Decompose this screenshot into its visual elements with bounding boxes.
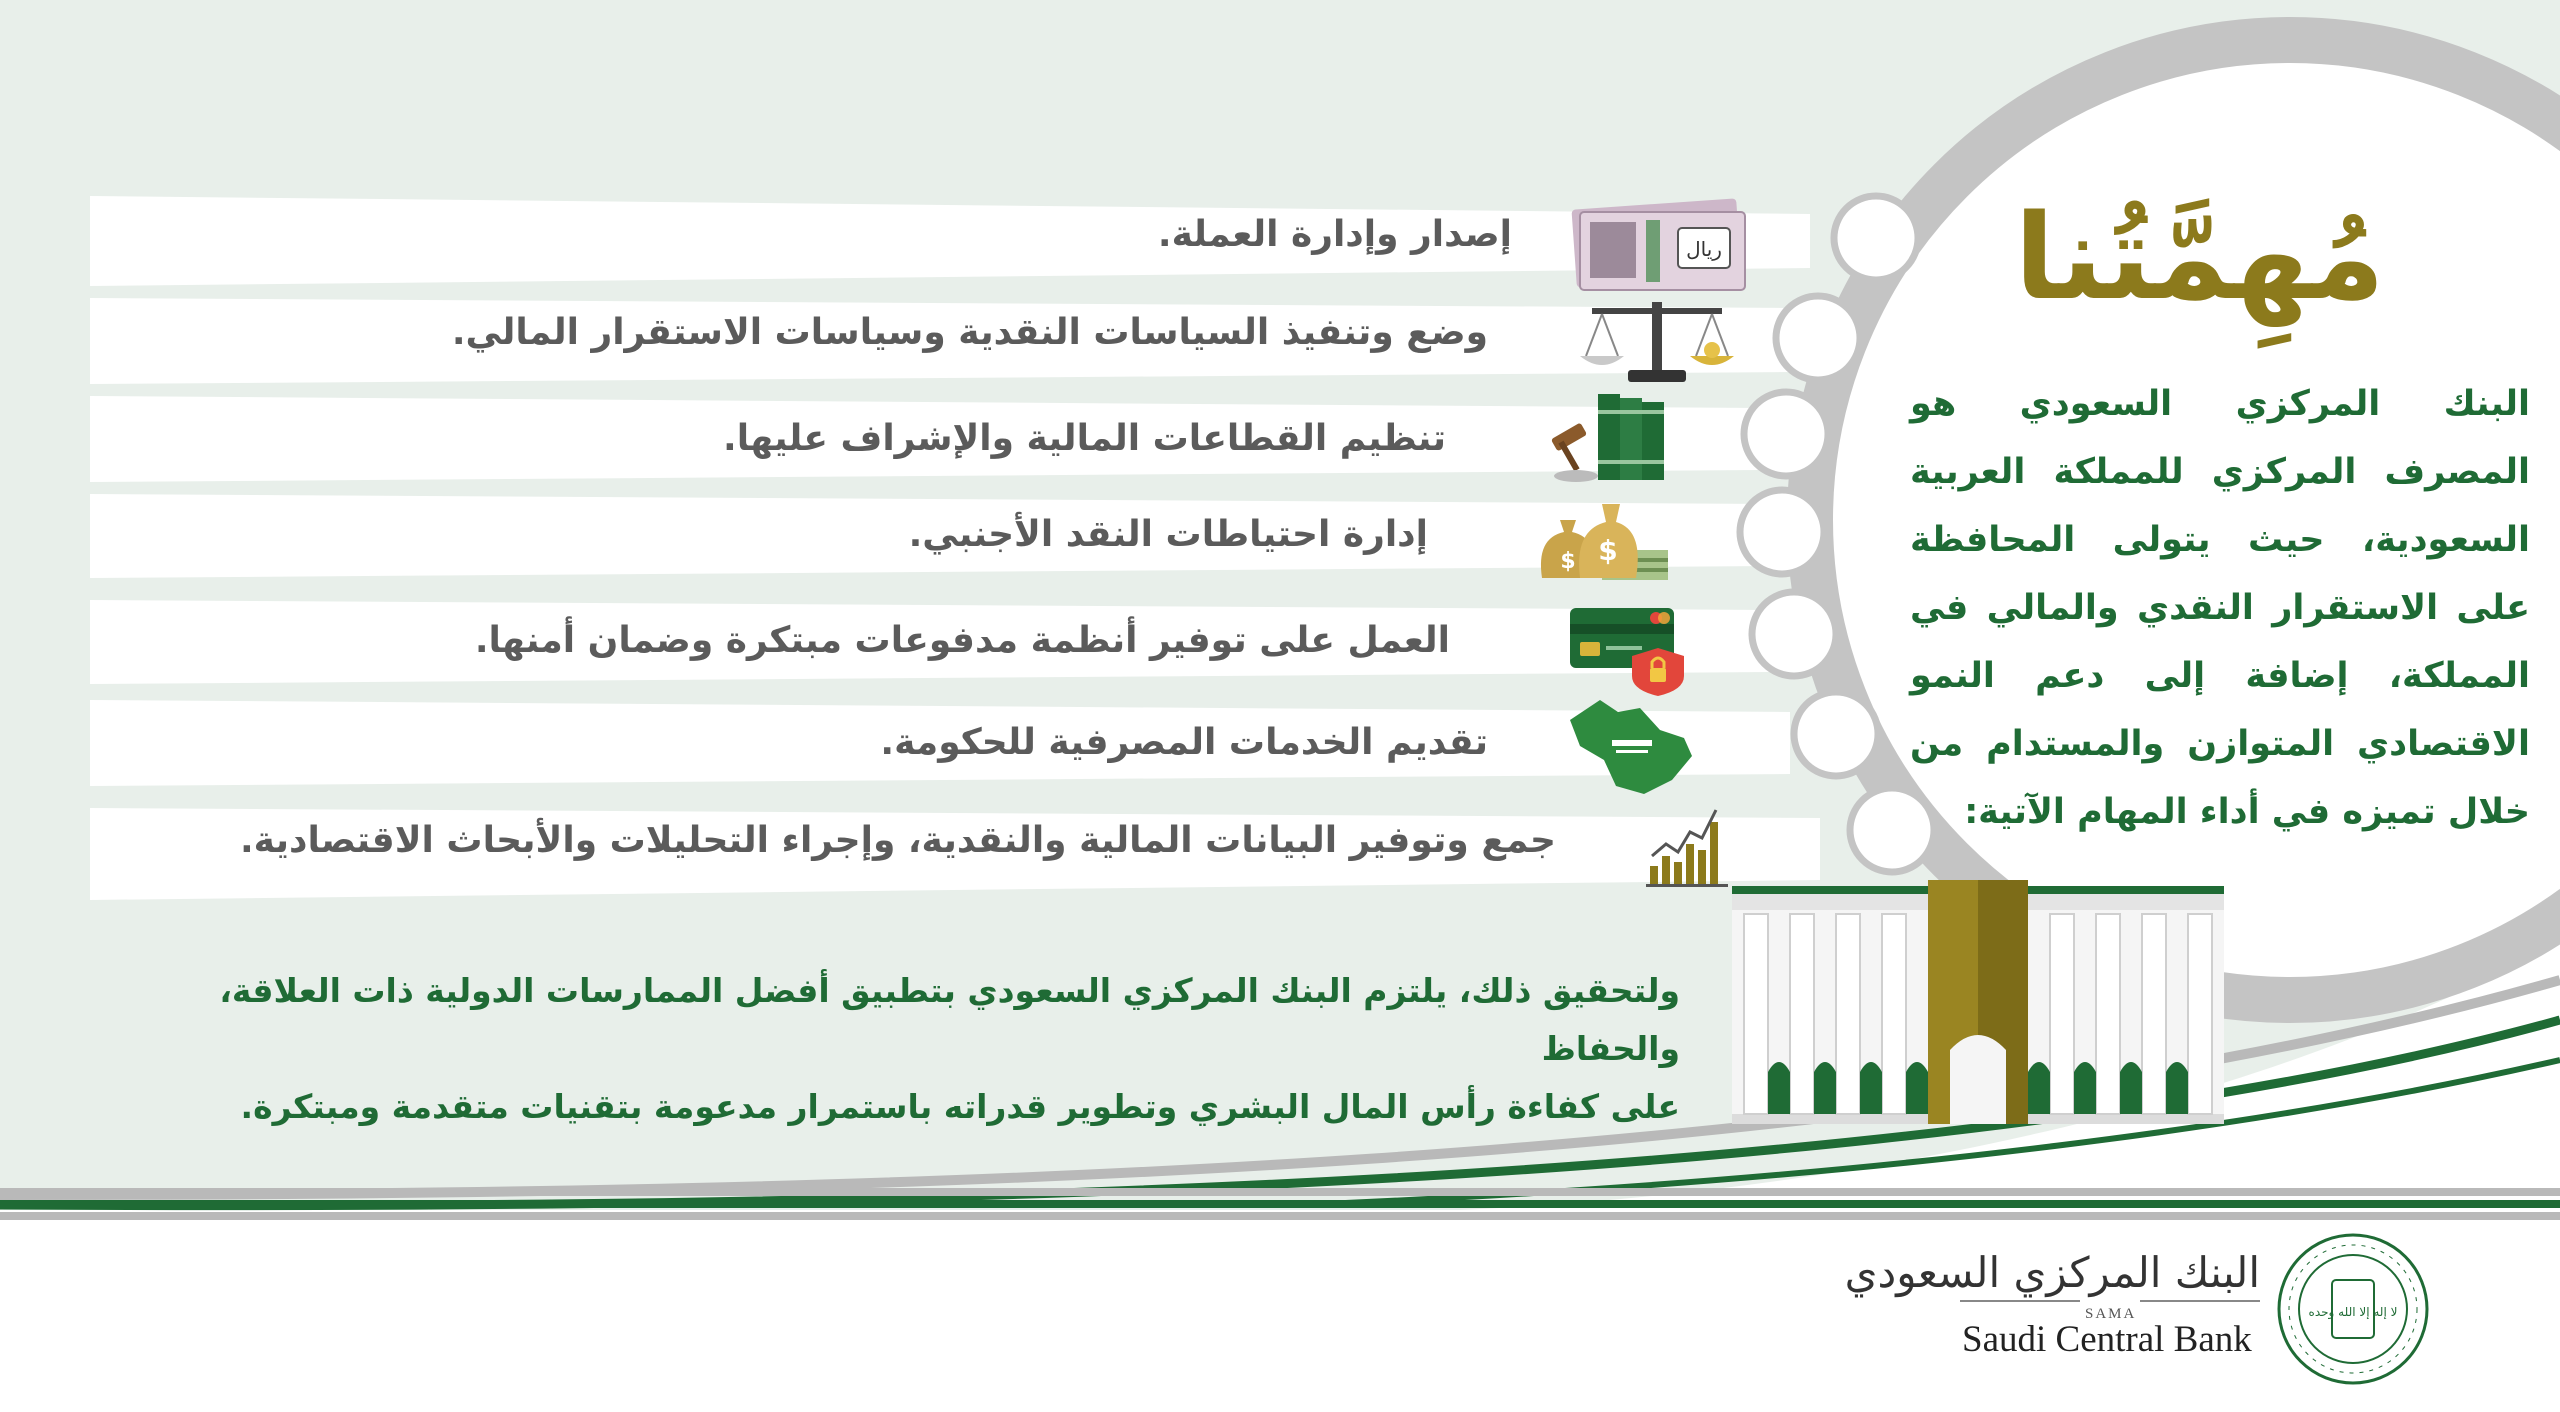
svg-text:$: $ xyxy=(1598,534,1618,567)
mission-item-monetary-policy: وضع وتنفيذ السياسات النقدية وسياسات الاستقرار المالي. xyxy=(451,312,1488,353)
mission-item-currency: إصدار وإدارة العملة. xyxy=(1157,214,1512,255)
bar-chart-icon xyxy=(1644,804,1734,888)
logo-divider xyxy=(1960,1300,2260,1304)
svg-text:$: $ xyxy=(1560,549,1576,574)
page-title: مُهِمَّتُنا xyxy=(2014,188,2385,326)
mission-item-payments: العمل على توفير أنظمة مدفوعات مبتكرة وضمان أمنها. xyxy=(474,620,1450,661)
intro-paragraph: البنك المركزي السعودي هو المصرف المركزي للمملكة العربية السعودية، حيث يتولى المحافظة على الاستقرار النقدي والمالي في المملكة، إضافة إلى دعم النمو الاقتصادي المتوازن والمستدام من خلال تميزه في أداء المهام الآتية: xyxy=(1910,384,2530,832)
logo-seal-icon xyxy=(2274,1230,2432,1388)
bank-building-illustration xyxy=(1732,880,2224,1124)
logo-arabic-name: البنك المركزي السعودي xyxy=(1844,1248,2260,1297)
saudi-map-icon xyxy=(1560,690,1700,800)
logo-abbreviation: SAMA xyxy=(2085,1306,2137,1322)
riyal-banknotes-icon xyxy=(1568,190,1758,300)
logo-english-name: Saudi Central Bank xyxy=(1962,1319,2252,1360)
closing-paragraph xyxy=(120,962,1680,1136)
money-bags-icon xyxy=(1532,490,1672,586)
mission-item-regulation: تنظيم القطاعات المالية والإشراف عليها. xyxy=(723,418,1446,459)
closing-line: على كفاءة رأس المال البشري وتطوير قدراته باستمرار مدعومة بتقنيات متقدمة ومبتكرة. xyxy=(240,1087,1680,1126)
logo-seal-text: لا إله إلا الله وحده xyxy=(2308,1305,2398,1319)
svg-text:ريال: ريال xyxy=(1686,237,1722,261)
mission-item-government-banking: تقديم الخدمات المصرفية للحكومة. xyxy=(880,722,1488,763)
secure-card-icon xyxy=(1566,602,1696,698)
closing-line: ولتحقيق ذلك، يلتزم البنك المركزي السعودي بتطبيق أفضل الممارسات الدولية ذات العلاقة، والحفاظ xyxy=(219,971,1680,1068)
mission-item-reserves: إدارة احتياطات النقد الأجنبي. xyxy=(908,514,1428,555)
balance-scale-icon xyxy=(1572,296,1742,390)
mission-item-data-research: جمع وتوفير البيانات المالية والنقدية، وإجراء التحليلات والأبحاث الاقتصادية. xyxy=(239,820,1556,861)
law-books-gavel-icon xyxy=(1546,390,1676,486)
